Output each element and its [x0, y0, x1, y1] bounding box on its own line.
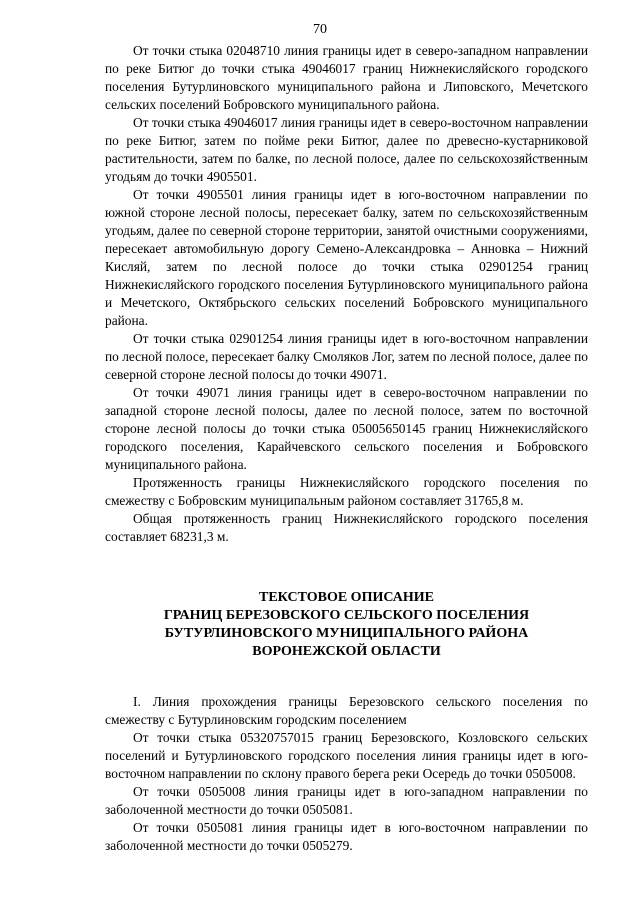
paragraph: От точки 4905501 линия границы идет в юго-восточном направлении по южной стороне лесной полосы, пересекает балку, затем по сельскохозяйственным угодьям, далее по северной стороне территории, занятой очистными сооружениями, пересекает автомобильную дорогу Семено-Александровка – Анновка – Нижний Кисляй, затем по лесной полосе до точки стыка 02901254 границ Нижнекисляйского городского поселения Бутурлиновского муниципального района и Мечетского, Октябрьского сельских поселений Бобровского муниципального района. [105, 187, 588, 328]
heading-line: БУТУРЛИНОВСКОГО МУНИЦИПАЛЬНОГО РАЙОНА [164, 626, 529, 641]
heading-line: ГРАНИЦ БЕРЕЗОВСКОГО СЕЛЬСКОГО ПОСЕЛЕНИЯ [163, 608, 530, 623]
paragraph: От точки 0505008 линия границы идет в юго-западном направлении по заболоченной местности до точки 0505081. [105, 784, 588, 817]
paragraph: От точки 0505081 линия границы идет в юго-восточном направлении по заболоченной местности до точки 0505279. [105, 820, 588, 853]
document-body [105, 42, 588, 855]
paragraph: От точки стыка 02048710 линия границы идет в северо-западном направлении по реке Битюг до точки стыка 49046017 границ Нижнекисляйского городского поселения Бутурлиновского муниципального района и Липовского, Мечетского сельских поселений Бобровского муниципального района. [105, 43, 588, 112]
paragraph: От точки стыка 02901254 линия границы идет в юго-восточном направлении по лесной полосе, пересекает балку Смоляков Лог, затем по лесной полосе, далее по северной стороне лесной полосы до точки 49071. [105, 331, 588, 382]
paragraph: От точки 49071 линия границы идет в северо-восточном направлении по западной стороне лесной полосы, далее по лесной полосе, затем по восточной стороне лесной полосы до точки стыка 05005650145 границ Нижнекисляйского городского поселения, Карайчевского сельского поселения и Бобровского муниципального района. [105, 385, 588, 472]
paragraph: От точки стыка 05320757015 границ Березовского, Козловского сельских поселений и Бутурлиновского городского поселения линия границы идет в юго-восточном направлении по склону правого берега реки Осередь до точки 0505008. [105, 730, 588, 781]
paragraph: Протяженность границы Нижнекисляйского городского поселения по смежеству с Бобровским муниципальным районом составляет 31765,8 м. [105, 475, 588, 508]
page-number: 70 [313, 22, 327, 37]
section-heading [105, 589, 588, 661]
section-intro: I. Линия прохождения границы Березовского сельского поселения по смежеству с Бутурлиновским городским поселением [105, 694, 588, 727]
heading-line: ТЕКСТОВОЕ ОПИСАНИЕ [258, 590, 434, 605]
paragraph: Общая протяженность границ Нижнекисляйского городского поселения составляет 68231,3 м. [105, 511, 588, 544]
heading-line: ВОРОНЕЖСКОЙ ОБЛАСТИ [252, 644, 441, 659]
paragraph: От точки стыка 49046017 линия границы идет в северо-восточном направлении по реке Битюг, затем по пойме реки Битюг, далее по древесно-кустарниковой растительности, затем по балке, по лесной полосе, далее по сельскохозяйственным угодьям до точки 4905501. [105, 115, 588, 184]
